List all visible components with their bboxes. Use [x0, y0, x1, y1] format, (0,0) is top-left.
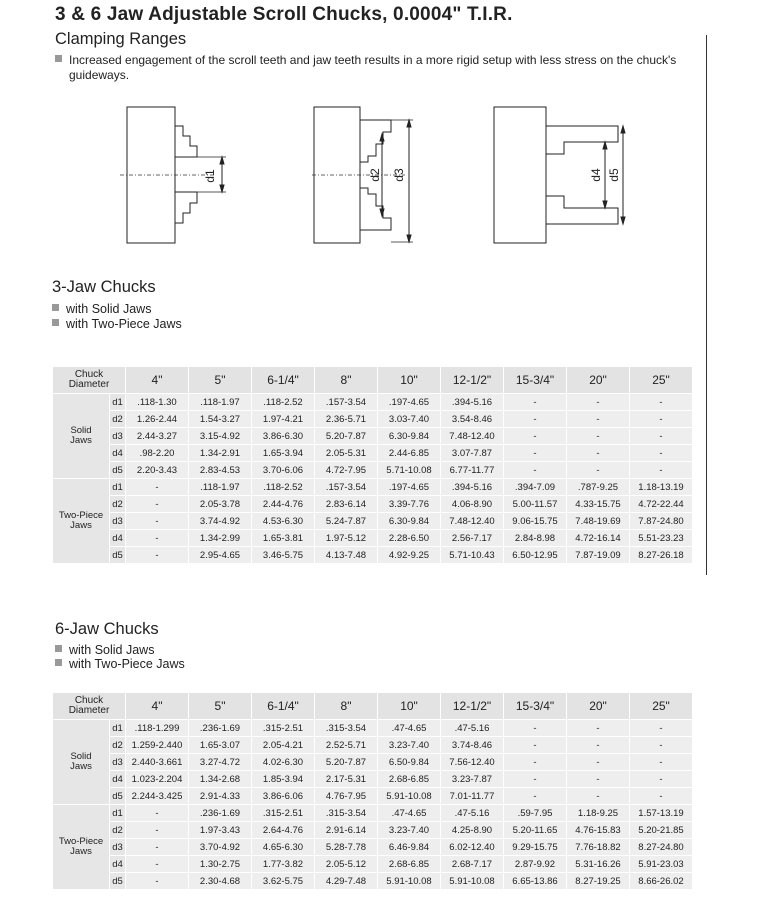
column-header: 15-3/4"	[504, 367, 566, 393]
label-d5: d5	[607, 168, 621, 182]
group-label-line: Jaws	[70, 846, 92, 857]
table-row	[53, 839, 692, 855]
table-cell: -	[630, 445, 692, 461]
table-cell: 1.97-4.21	[252, 411, 314, 427]
table-cell: 4.72-7.95	[315, 462, 377, 478]
table-cell: -	[126, 856, 188, 872]
table-cell: 6.30-9.84	[378, 513, 440, 529]
table-cell: 1.18-9.25	[567, 805, 629, 821]
table-cell: -	[567, 720, 629, 736]
header-chuck-diameter	[53, 693, 125, 719]
column-header: 6-1/4"	[252, 693, 314, 719]
table-cell: 2.68-7.17	[441, 856, 503, 872]
table-cell: .197-4.65	[378, 479, 440, 495]
clamping-range-table	[52, 692, 693, 890]
table-row	[53, 394, 692, 410]
table-cell: -	[567, 771, 629, 787]
table-cell: 2.95-4.65	[189, 547, 251, 563]
table-cell: 2.244-3.425	[126, 788, 188, 804]
table-cell: 3.23-7.40	[378, 822, 440, 838]
bullet-solid-jaws-3	[52, 302, 151, 316]
table-6-jaw	[52, 692, 693, 890]
table-cell: -	[567, 411, 629, 427]
table-cell: 5.20-7.87	[315, 754, 377, 770]
table-cell: 9.29-15.75	[504, 839, 566, 855]
table-cell: 1.18-13.19	[630, 479, 692, 495]
table-row	[53, 720, 692, 736]
table-cell: .118-1.30	[126, 394, 188, 410]
table-cell: -	[504, 771, 566, 787]
group-label	[53, 805, 109, 889]
table-cell: .118-2.52	[252, 479, 314, 495]
table-cell: 1.97-5.12	[315, 530, 377, 546]
table-cell: 1.023-2.204	[126, 771, 188, 787]
table-cell: 4.76-7.95	[315, 788, 377, 804]
column-header: 20"	[567, 693, 629, 719]
table-cell: 2.87-9.92	[504, 856, 566, 872]
table-cell: 5.31-16.26	[567, 856, 629, 872]
bullet-square-icon	[55, 659, 62, 666]
table-cell: 4.72-16.14	[567, 530, 629, 546]
table-cell: 4.72-22.44	[630, 496, 692, 512]
table-cell: -	[504, 411, 566, 427]
clamping-range-table	[52, 366, 693, 564]
table-cell: .394-7.09	[504, 479, 566, 495]
table-cell: -	[567, 788, 629, 804]
table-cell: 7.48-19.69	[567, 513, 629, 529]
table-cell: 1.34-2.99	[189, 530, 251, 546]
group-label-line: Jaws	[70, 761, 92, 772]
bullet-two-piece-jaws-6	[55, 657, 185, 671]
table-cell: 1.30-2.75	[189, 856, 251, 872]
table-cell: 1.34-2.91	[189, 445, 251, 461]
column-header: 20"	[567, 367, 629, 393]
table-cell: 7.87-19.09	[567, 547, 629, 563]
dimension-label: d5	[110, 462, 125, 478]
table-cell: 4.53-6.30	[252, 513, 314, 529]
table-cell: 5.71-10.08	[378, 462, 440, 478]
table-cell: 6.65-13.86	[504, 873, 566, 889]
table-cell: 2.91-6.14	[315, 822, 377, 838]
table-cell: 2.05-4.21	[252, 737, 314, 753]
column-header: 25"	[630, 367, 692, 393]
dimension-label: d4	[110, 445, 125, 461]
dimension-label: d1	[110, 479, 125, 495]
bullet-square-icon	[52, 304, 59, 311]
table-cell: .157-3.54	[315, 394, 377, 410]
table-cell: 3.74-4.92	[189, 513, 251, 529]
table-cell: .787-9.25	[567, 479, 629, 495]
table-cell: 1.65-3.07	[189, 737, 251, 753]
header-diameter-text: Diameter	[68, 705, 110, 716]
column-header: 8"	[315, 367, 377, 393]
table-cell: 5.24-7.87	[315, 513, 377, 529]
table-cell: 3.23-7.87	[441, 771, 503, 787]
table-cell: .47-4.65	[378, 805, 440, 821]
dimension-label: d1	[110, 394, 125, 410]
dimension-label: d3	[110, 754, 125, 770]
header-diameter-text: Diameter	[68, 379, 110, 390]
table-cell: 5.20-21.85	[630, 822, 692, 838]
table-cell: 7.76-18.82	[567, 839, 629, 855]
table-row	[53, 805, 692, 821]
table-cell: 6.30-9.84	[378, 428, 440, 444]
dimension-label: d5	[110, 547, 125, 563]
column-header: 4"	[126, 693, 188, 719]
table-cell: 2.05-5.12	[315, 856, 377, 872]
table-cell: -	[567, 445, 629, 461]
table-cell: -	[504, 737, 566, 753]
table-cell: 3.39-7.76	[378, 496, 440, 512]
column-header: 10"	[378, 693, 440, 719]
table-cell: -	[630, 394, 692, 410]
table-cell: 4.13-7.48	[315, 547, 377, 563]
table-row	[53, 737, 692, 753]
table-cell: -	[126, 513, 188, 529]
table-cell: -	[126, 839, 188, 855]
table-cell: -	[567, 394, 629, 410]
table-cell: .157-3.54	[315, 479, 377, 495]
table-cell: 7.56-12.40	[441, 754, 503, 770]
table-row	[53, 822, 692, 838]
table-cell: 4.76-15.83	[567, 822, 629, 838]
bullet-square-icon	[55, 645, 62, 652]
table-cell: 5.91-23.03	[630, 856, 692, 872]
table-cell: .47-4.65	[378, 720, 440, 736]
table-cell: 5.91-10.08	[378, 873, 440, 889]
table-cell: 2.44-6.85	[378, 445, 440, 461]
table-cell: .394-5.16	[441, 394, 503, 410]
table-cell: .236-1.69	[189, 805, 251, 821]
column-header: 5"	[189, 693, 251, 719]
table-cell: .236-1.69	[189, 720, 251, 736]
table-cell: 2.30-4.68	[189, 873, 251, 889]
table-cell: 5.91-10.08	[441, 873, 503, 889]
bullet-text: with Two-Piece Jaws	[69, 657, 185, 671]
column-header: 8"	[315, 693, 377, 719]
bullet-text: with Solid Jaws	[69, 643, 155, 657]
table-cell: 3.15-4.92	[189, 428, 251, 444]
table-cell: 2.20-3.43	[126, 462, 188, 478]
table-cell: 3.74-8.46	[441, 737, 503, 753]
header-chuck-text: Chuck	[74, 369, 104, 380]
table-cell: 7.48-12.40	[441, 428, 503, 444]
table-cell: -	[126, 496, 188, 512]
table-header-row	[53, 693, 692, 719]
table-cell: -	[504, 462, 566, 478]
table-cell: 2.84-8.98	[504, 530, 566, 546]
table-cell: 2.17-5.31	[315, 771, 377, 787]
table-cell: 2.91-4.33	[189, 788, 251, 804]
group-label-line: Two-Piece	[58, 510, 104, 521]
section-title-3-jaw: 3-Jaw Chucks	[52, 278, 156, 296]
table-cell: 8.27-26.18	[630, 547, 692, 563]
table-cell: -	[126, 547, 188, 563]
page-subtitle: Clamping Ranges	[55, 30, 187, 48]
table-cell: .118-1.299	[126, 720, 188, 736]
table-cell: .315-3.54	[315, 720, 377, 736]
table-cell: 4.25-8.90	[441, 822, 503, 838]
table-cell: 8.27-24.80	[630, 839, 692, 855]
column-header: 12-1/2"	[441, 693, 503, 719]
table-row	[53, 771, 692, 787]
table-row	[53, 428, 692, 444]
bullet-solid-jaws-6	[55, 643, 154, 657]
table-cell: 4.33-15.75	[567, 496, 629, 512]
table-cell: 2.05-3.78	[189, 496, 251, 512]
intro-text: Increased engagement of the scroll teeth and jaw teeth results in a more rigid setup with less stress on the chuck's guideways.	[69, 53, 677, 82]
table-cell: .197-4.65	[378, 394, 440, 410]
table-cell: 1.65-3.81	[252, 530, 314, 546]
table-row	[53, 496, 692, 512]
table-cell: 6.50-12.95	[504, 547, 566, 563]
group-label	[53, 720, 109, 804]
table-cell: .59-7.95	[504, 805, 566, 821]
table-cell: 1.77-3.82	[252, 856, 314, 872]
table-cell: 1.54-3.27	[189, 411, 251, 427]
group-label-line: Solid	[70, 751, 92, 762]
table-cell: -	[126, 873, 188, 889]
table-row	[53, 479, 692, 495]
group-label-line: Jaws	[70, 435, 92, 446]
table-cell: -	[567, 754, 629, 770]
jaw-diagram-d4-d5	[488, 104, 638, 246]
dimension-label: d4	[110, 771, 125, 787]
table-cell: -	[567, 737, 629, 753]
table-cell: 8.66-26.02	[630, 873, 692, 889]
table-cell: .315-2.51	[252, 805, 314, 821]
group-label	[53, 479, 109, 563]
table-cell: 2.56-7.17	[441, 530, 503, 546]
table-cell: -	[504, 394, 566, 410]
table-cell: .394-5.16	[441, 479, 503, 495]
table-cell: 6.77-11.77	[441, 462, 503, 478]
table-cell: 5.51-23.23	[630, 530, 692, 546]
table-cell: 3.27-4.72	[189, 754, 251, 770]
table-cell: -	[504, 788, 566, 804]
column-header: 5"	[189, 367, 251, 393]
table-cell: 4.06-8.90	[441, 496, 503, 512]
table-cell: 2.05-5.31	[315, 445, 377, 461]
dimension-label: d4	[110, 856, 125, 872]
table-cell: -	[126, 479, 188, 495]
table-cell: -	[504, 720, 566, 736]
table-cell: -	[126, 805, 188, 821]
dimension-label: d4	[110, 530, 125, 546]
table-cell: -	[504, 428, 566, 444]
dimension-label: d1	[110, 805, 125, 821]
label-d3: d3	[392, 168, 406, 182]
table-cell: 1.259-2.440	[126, 737, 188, 753]
table-row	[53, 445, 692, 461]
table-cell: 2.44-3.27	[126, 428, 188, 444]
group-label	[53, 394, 109, 478]
group-label-line: Two-Piece	[58, 836, 104, 847]
table-cell: -	[630, 737, 692, 753]
table-cell: -	[630, 720, 692, 736]
table-cell: 6.02-12.40	[441, 839, 503, 855]
table-cell: 2.68-6.85	[378, 771, 440, 787]
table-cell: .315-3.54	[315, 805, 377, 821]
table-cell: 2.52-5.71	[315, 737, 377, 753]
table-row	[53, 462, 692, 478]
table-cell: 3.62-5.75	[252, 873, 314, 889]
section-title-6-jaw: 6-Jaw Chucks	[55, 620, 159, 638]
column-header: 25"	[630, 693, 692, 719]
table-3-jaw	[52, 366, 693, 564]
divider-line	[706, 35, 707, 575]
table-cell: 3.03-7.40	[378, 411, 440, 427]
table-cell: .47-5.16	[441, 720, 503, 736]
table-row	[53, 513, 692, 529]
table-cell: 2.28-6.50	[378, 530, 440, 546]
table-row	[53, 856, 692, 872]
table-cell: .315-2.51	[252, 720, 314, 736]
table-cell: -	[630, 771, 692, 787]
table-cell: -	[567, 428, 629, 444]
bullet-square-icon	[52, 319, 59, 326]
table-cell: .118-1.97	[189, 479, 251, 495]
table-cell: 4.92-9.25	[378, 547, 440, 563]
table-row	[53, 547, 692, 563]
column-header: 10"	[378, 367, 440, 393]
bullet-square-icon	[55, 55, 62, 62]
group-label-line: Jaws	[70, 520, 92, 531]
table-cell: 4.02-6.30	[252, 754, 314, 770]
intro-paragraph	[55, 53, 679, 83]
bullet-text: with Solid Jaws	[66, 302, 152, 316]
table-cell: 1.65-3.94	[252, 445, 314, 461]
table-cell: 3.07-7.87	[441, 445, 503, 461]
table-cell: -	[630, 411, 692, 427]
dimension-label: d2	[110, 822, 125, 838]
jaw-diagrams	[120, 104, 450, 246]
table-cell: -	[126, 530, 188, 546]
table-cell: 1.34-2.68	[189, 771, 251, 787]
table-cell: 1.26-2.44	[126, 411, 188, 427]
table-cell: .47-5.16	[441, 805, 503, 821]
dimension-label: d2	[110, 737, 125, 753]
page-title: 3 & 6 Jaw Adjustable Scroll Chucks, 0.0004" T.I.R.	[55, 4, 513, 25]
table-cell: 6.50-9.84	[378, 754, 440, 770]
column-header: 4"	[126, 367, 188, 393]
label-d2: d2	[368, 168, 382, 182]
table-cell: 5.28-7.78	[315, 839, 377, 855]
table-cell: .98-2.20	[126, 445, 188, 461]
table-cell: 3.46-5.75	[252, 547, 314, 563]
table-cell: 2.44-4.76	[252, 496, 314, 512]
table-cell: -	[630, 428, 692, 444]
table-cell: 5.20-7.87	[315, 428, 377, 444]
table-cell: 2.68-6.85	[378, 856, 440, 872]
table-row	[53, 411, 692, 427]
table-cell: 8.27-19.25	[567, 873, 629, 889]
bullet-text: with Two-Piece Jaws	[66, 317, 182, 331]
table-cell: 9.06-15.75	[504, 513, 566, 529]
column-header: 12-1/2"	[441, 367, 503, 393]
label-d4: d4	[589, 168, 603, 182]
table-row	[53, 873, 692, 889]
table-cell: 2.83-6.14	[315, 496, 377, 512]
table-cell: 1.97-3.43	[189, 822, 251, 838]
table-cell: 1.85-3.94	[252, 771, 314, 787]
table-cell: 5.20-11.65	[504, 822, 566, 838]
dimension-label: d2	[110, 496, 125, 512]
table-cell: .118-1.97	[189, 394, 251, 410]
table-row	[53, 754, 692, 770]
table-cell: -	[126, 822, 188, 838]
table-cell: -	[630, 754, 692, 770]
dimension-label: d1	[110, 720, 125, 736]
dimension-label: d2	[110, 411, 125, 427]
dimension-label: d3	[110, 839, 125, 855]
table-cell: 2.440-3.661	[126, 754, 188, 770]
table-cell: 3.70-4.92	[189, 839, 251, 855]
table-cell: 3.54-8.46	[441, 411, 503, 427]
table-cell: 5.91-10.08	[378, 788, 440, 804]
table-cell: 3.86-6.06	[252, 788, 314, 804]
table-cell: 2.83-4.53	[189, 462, 251, 478]
table-cell: 7.01-11.77	[441, 788, 503, 804]
table-cell: -	[630, 788, 692, 804]
dimension-label: d5	[110, 873, 125, 889]
table-cell: 4.65-6.30	[252, 839, 314, 855]
table-cell: 3.70-6.06	[252, 462, 314, 478]
table-cell: .118-2.52	[252, 394, 314, 410]
table-cell: 5.71-10.43	[441, 547, 503, 563]
table-cell: 7.87-24.80	[630, 513, 692, 529]
group-label-line: Solid	[70, 425, 92, 436]
table-row	[53, 788, 692, 804]
table-cell: -	[567, 462, 629, 478]
table-cell: 4.29-7.48	[315, 873, 377, 889]
table-header-row	[53, 367, 692, 393]
dimension-label: d3	[110, 428, 125, 444]
table-cell: 7.48-12.40	[441, 513, 503, 529]
table-cell: 3.86-6.30	[252, 428, 314, 444]
table-cell: -	[504, 754, 566, 770]
table-cell: 3.23-7.40	[378, 737, 440, 753]
bullet-two-piece-jaws-3	[52, 317, 182, 331]
dimension-label: d5	[110, 788, 125, 804]
table-cell: -	[630, 462, 692, 478]
table-row	[53, 530, 692, 546]
label-d1: d1	[203, 169, 217, 183]
table-cell: 6.46-9.84	[378, 839, 440, 855]
table-cell: 1.57-13.19	[630, 805, 692, 821]
header-chuck-diameter	[53, 367, 125, 393]
header-chuck-text: Chuck	[74, 695, 104, 706]
dimension-label: d3	[110, 513, 125, 529]
table-cell: 2.64-4.76	[252, 822, 314, 838]
column-header: 15-3/4"	[504, 693, 566, 719]
table-cell: 2.36-5.71	[315, 411, 377, 427]
column-header: 6-1/4"	[252, 367, 314, 393]
table-cell: 5.00-11.57	[504, 496, 566, 512]
table-cell: -	[504, 445, 566, 461]
